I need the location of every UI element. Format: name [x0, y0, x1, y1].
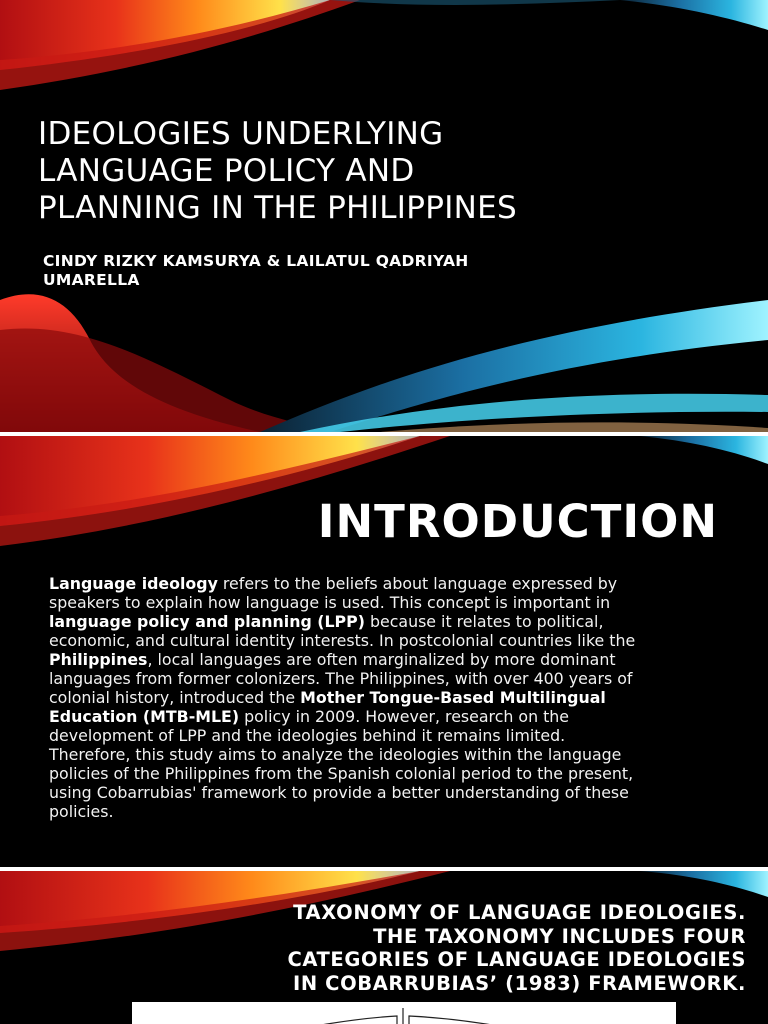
taxonomy-slide: [0, 871, 768, 1024]
title-line: IDEOLOGIES UNDERLYING: [38, 116, 444, 152]
bold-term: language policy and planning (LPP): [49, 612, 365, 631]
paragraph-line: Therefore, this study aims to analyze the ideologies within the language: [49, 745, 622, 764]
slide-heading: [200, 901, 746, 995]
bottom-warm-glint: [380, 422, 768, 432]
paragraph-line: economic, and cultural identity interests. In postcolonial countries like the: [49, 631, 636, 650]
author-line: UMARELLA: [43, 271, 140, 289]
top-cool-swoosh: [640, 871, 768, 897]
text-run: because it relates to political,: [364, 612, 604, 631]
bold-term: Education (MTB-MLE): [49, 707, 240, 726]
paragraph-line: [49, 650, 729, 669]
bold-term: Philippines: [49, 650, 148, 669]
bold-term: Mother Tongue-Based Multilingual: [300, 688, 606, 707]
paragraph-line: policies of the Philippines from the Spanish colonial period to the present,: [49, 764, 634, 783]
figure-arc-right: [409, 1016, 562, 1024]
paragraph-line: policies.: [49, 802, 114, 821]
paragraph-line: development of LPP and the ideologies behind it remains limited.: [49, 726, 566, 745]
introduction-slide: [0, 436, 768, 867]
paragraph-line: [49, 574, 729, 593]
heading-line: THE TAXONOMY INCLUDES FOUR: [373, 924, 746, 948]
paragraph-line: [49, 707, 729, 726]
bottom-red-shade: [0, 328, 340, 432]
heading-line: TAXONOMY OF LANGUAGE IDEOLOGIES.: [293, 901, 746, 924]
top-cool-swoosh: [640, 436, 768, 464]
top-cool-swoosh: [620, 0, 768, 30]
author-line: CINDY RIZKY KAMSURYA & LAILATUL QADRIYAH: [43, 252, 469, 270]
title-line: LANGUAGE POLICY AND: [38, 153, 415, 189]
paragraph-line: languages from former colonizers. The Philippines, with over 400 years of: [49, 669, 633, 688]
paragraph-line: [49, 612, 729, 631]
authors: [43, 252, 603, 290]
figure-arc-left: [252, 1016, 397, 1024]
intro-paragraph: [49, 574, 729, 821]
heading-line: IN COBARRUBIAS’ (1983) FRAMEWORK.: [293, 971, 746, 995]
title-line: PLANNING IN THE PHILIPPINES: [38, 190, 517, 226]
paragraph-line: using Cobarrubias' framework to provide a better understanding of these: [49, 783, 629, 802]
slide-title: INTRODUCTION: [317, 495, 718, 548]
paragraph-line: [49, 688, 729, 707]
top-cool-band: [330, 0, 620, 5]
text-run: refers to the beliefs about language expressed by: [217, 574, 618, 593]
presentation-title: [38, 116, 598, 227]
text-run: policy in 2009. However, research on the: [239, 707, 570, 726]
taxonomy-figure: [132, 1002, 676, 1024]
paragraph-line: speakers to explain how language is used. This concept is important in: [49, 593, 611, 612]
figure-outline: [132, 1002, 676, 1024]
text-run: , local languages are often marginalized by more dominant: [147, 650, 616, 669]
heading-line: CATEGORIES OF LANGUAGE IDEOLOGIES: [287, 948, 746, 971]
text-run: colonial history, introduced the: [49, 688, 301, 707]
title-slide: [0, 0, 768, 432]
bold-term: Language ideology: [49, 574, 218, 593]
